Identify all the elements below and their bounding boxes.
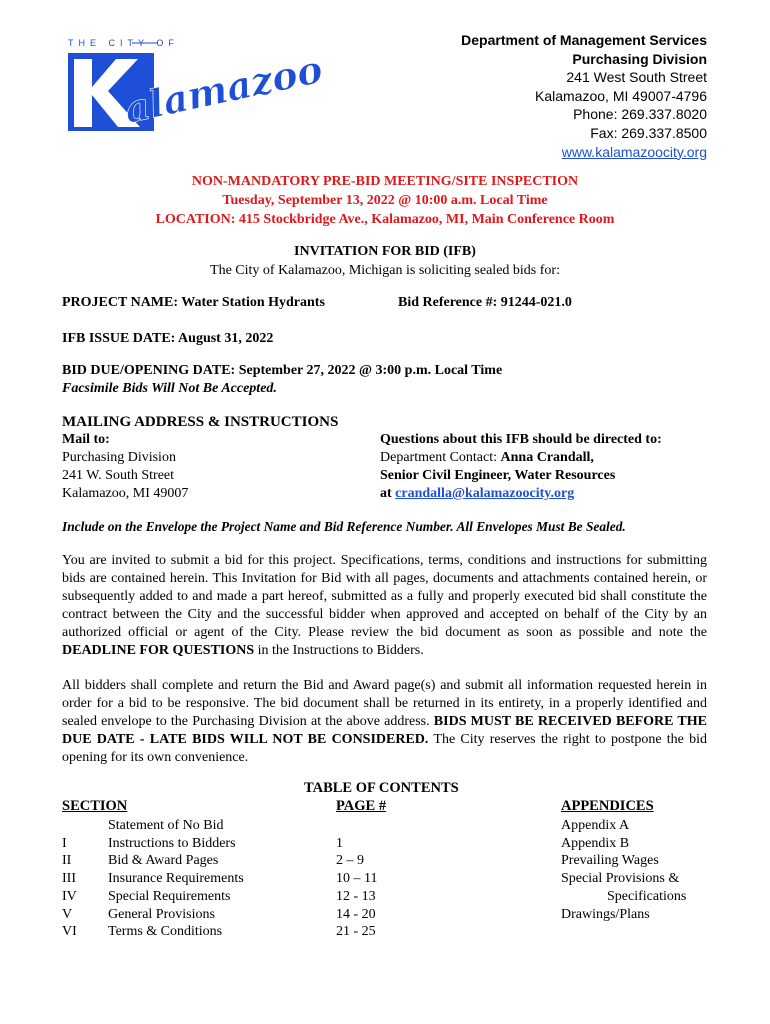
mail-line: Kalamazoo, MI 49007 <box>62 486 189 501</box>
toc-num: I <box>62 835 67 851</box>
toc-num <box>62 817 77 835</box>
toc-section-link[interactable]: General Provisions <box>108 906 215 922</box>
paragraph-tail: in the Instructions to Bidders. <box>254 642 424 658</box>
paragraph-requirements <box>62 677 707 767</box>
mailing-heading: MAILING ADDRESS & INSTRUCTIONS <box>62 414 339 430</box>
toc-page: 1 <box>336 835 343 851</box>
toc-section-link[interactable]: Statement of No Bid <box>108 818 224 833</box>
issue-date: IFB ISSUE DATE: August 31, 2022 <box>62 331 274 346</box>
toc-section-link[interactable]: Special Requirements <box>108 888 231 904</box>
toc-section-names <box>108 817 244 941</box>
toc-num: II <box>62 853 72 869</box>
meeting-date: Tuesday, September 13, 2022 @ 10:00 a.m. Local Time <box>222 193 548 208</box>
toc-page-header: PAGE # <box>336 798 387 814</box>
appendix-link[interactable]: Appendix B <box>561 835 630 851</box>
contact-prefix: Department Contact: <box>380 450 501 465</box>
toc-section-header: SECTION <box>62 798 128 814</box>
toc-section-numbers <box>62 817 77 941</box>
toc-section-link[interactable]: Terms & Conditions <box>108 924 223 940</box>
toc-title: TABLE OF CONTENTS <box>304 780 459 796</box>
appendix-link[interactable]: Drawings/Plans <box>561 906 650 922</box>
questions-block <box>380 431 662 503</box>
mail-line: 241 W. South Street <box>62 468 175 483</box>
division-name: Purchasing Division <box>572 50 707 67</box>
city-address: Kalamazoo, MI 49007-4796 <box>535 87 707 104</box>
phone-number: Phone: 269.337.8020 <box>573 106 707 123</box>
meeting-location: LOCATION: 415 Stockbridge Ave., Kalamazoo, MI, Main Conference Room <box>155 212 615 227</box>
city-logo <box>66 37 327 147</box>
questions-heading: Questions about this IFB should be directed to: <box>380 432 662 447</box>
fax-number: Fax: 269.337.8500 <box>590 124 707 141</box>
toc-page: 10 – 11 <box>336 871 378 887</box>
toc-num: VI <box>62 924 77 940</box>
paragraph-tail: The City reserves the right to postpone the bid opening for its own convenience. <box>62 731 707 765</box>
toc-section-link[interactable]: Instructions to Bidders <box>108 835 236 851</box>
toc-page: 21 - 25 <box>336 924 376 940</box>
bid-reference: Bid Reference #: 91244-021.0 <box>398 295 572 310</box>
toc-page-numbers <box>336 817 377 941</box>
header-address <box>461 31 707 161</box>
logo-top-text: THE CITY OF <box>68 38 179 48</box>
appendix-link[interactable]: Special Provisions & <box>561 871 680 887</box>
contact-line <box>380 449 662 467</box>
due-date: BID DUE/OPENING DATE: September 27, 2022 @ 3:00 p.m. Local Time <box>62 363 503 378</box>
toc-section-link[interactable]: Insurance Requirements <box>108 871 244 887</box>
toc-page <box>336 817 377 835</box>
appendix-link[interactable]: Specifications <box>607 888 687 904</box>
mail-to-label: Mail to: <box>62 432 110 447</box>
toc-page: 14 - 20 <box>336 906 376 922</box>
fax-note: Facsimile Bids Will Not Be Accepted. <box>62 381 277 396</box>
invitation-title: INVITATION FOR BID (IFB) <box>294 244 476 259</box>
toc-num: IV <box>62 888 77 904</box>
invitation-subtitle: The City of Kalamazoo, Michigan is soliciting sealed bids for: <box>210 263 560 278</box>
toc-appendices-header: APPENDICES <box>561 798 654 814</box>
contact-name: Anna Crandall, <box>500 450 594 465</box>
project-name: PROJECT NAME: Water Station Hydrants <box>62 295 325 310</box>
late-bids-warning: BIDS MUST BE RECEIVED BEFORE THE DUE DATE - LATE BIDS WILL NOT BE CONSIDERED. <box>62 713 707 747</box>
paragraph-invitation <box>62 552 707 659</box>
invitation-block <box>0 242 770 280</box>
toc-appendices-list <box>561 817 686 923</box>
toc-section-link[interactable]: Bid & Award Pages <box>108 853 219 869</box>
paragraph-text: All bidders shall complete and return the Bid and Award page(s) and submit all information requested herein in order for a bid to be responsive. The bid document shall be returned in its entirety, in a properly identified and sealed envelope to the Purchasing Division at the above address. <box>62 678 707 729</box>
department-name: Department of Management Services <box>461 32 707 48</box>
contact-email-link[interactable]: crandalla@kalamazoocity.org <box>395 486 575 501</box>
street-address: 241 West South Street <box>566 69 707 86</box>
mailing-block <box>62 413 338 503</box>
email-prefix: at <box>380 486 396 501</box>
contact-email-line <box>380 485 662 503</box>
meeting-title: NON-MANDATORY PRE-BID MEETING/SITE INSPECTION <box>191 174 579 189</box>
toc-page: 2 – 9 <box>336 853 364 869</box>
deadline-emphasis: DEADLINE FOR QUESTIONS <box>62 642 255 658</box>
mail-line: Purchasing Division <box>62 450 176 465</box>
kalamazoo-logo-icon <box>66 37 327 147</box>
toc-num: III <box>62 871 76 887</box>
contact-title: Senior Civil Engineer, Water Resources <box>380 468 616 483</box>
envelope-note: Include on the Envelope the Project Name and Bid Reference Number. All Envelopes Must Be Sealed. <box>62 519 626 534</box>
website-link[interactable]: www.kalamazoocity.org <box>561 143 707 160</box>
logo-script-text: alamazoo <box>120 46 327 132</box>
appendix-link[interactable]: Appendix A <box>561 818 630 833</box>
toc-page: 12 - 13 <box>336 888 376 904</box>
appendix-link[interactable]: Prevailing Wages <box>561 853 659 869</box>
paragraph-text: You are invited to submit a bid for this project. Specifications, terms, conditions and instructions for submitting bids are contained herein. This Invitation for Bid with all pages, documents and attachments contained herein, or subsequently added to and made a part hereof, submitted as a fully and properly executed bid shall constitute the contract between the City and the successful bidder when approved and accepted on behalf of the City by an authorized official or agent of the City. Please review the bid document as soon as possible and note the <box>62 553 707 640</box>
meeting-info <box>0 172 770 229</box>
toc-num: V <box>62 906 73 922</box>
